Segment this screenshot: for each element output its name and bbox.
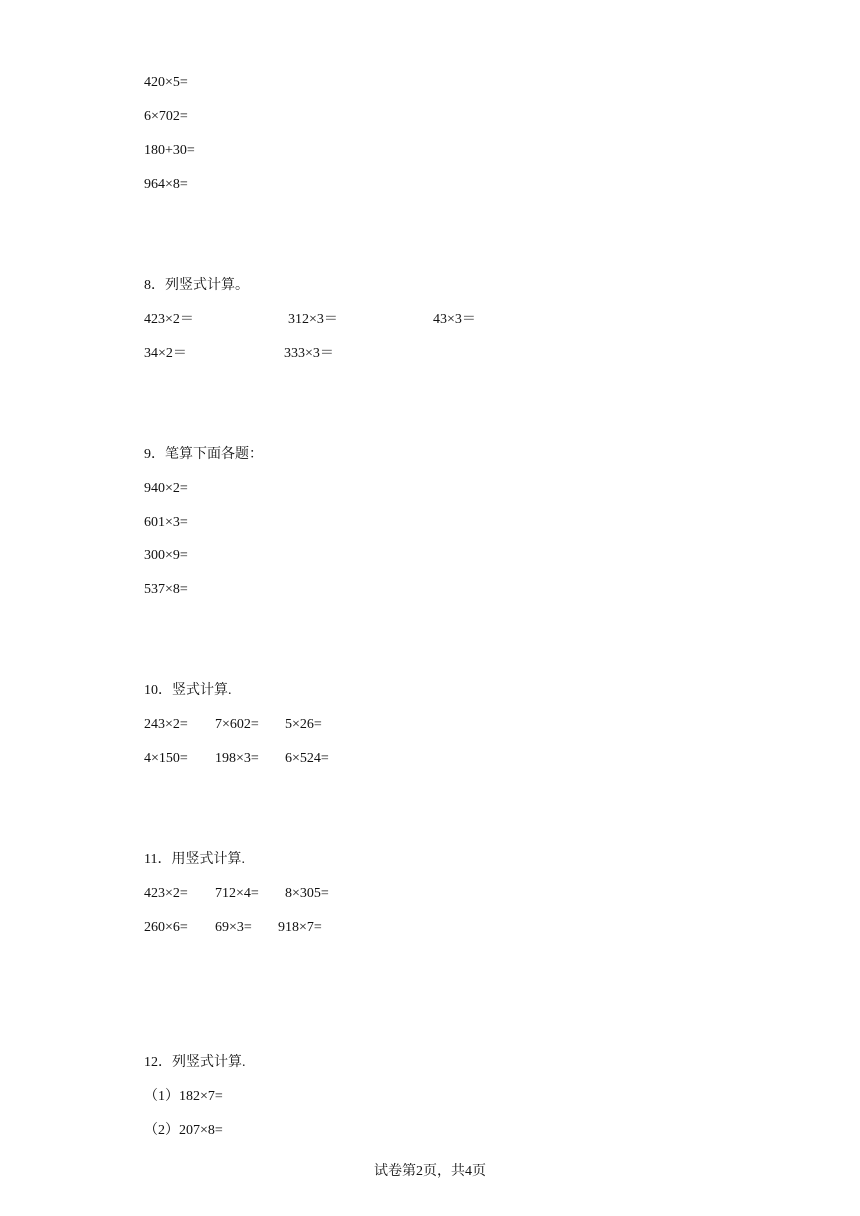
expr-line: 300×9= bbox=[144, 548, 188, 563]
expr-item: 6×524= bbox=[285, 751, 329, 766]
expr-line: 180+30= bbox=[144, 143, 195, 158]
expr-line: 537×8= bbox=[144, 582, 188, 597]
question-11-title: 11．用竖式计算. bbox=[144, 852, 245, 867]
expr-line: （1）182×7= bbox=[144, 1089, 223, 1104]
expr-item: 4×150= bbox=[144, 751, 188, 766]
expr-line: 420×5= bbox=[144, 75, 188, 90]
expr-line: （2）207×8= bbox=[144, 1123, 223, 1138]
expr-line: 940×2= bbox=[144, 481, 188, 496]
expr-item: 5×26= bbox=[285, 717, 322, 732]
expr-line: 6×702= bbox=[144, 109, 188, 124]
expr-item: 7×602= bbox=[215, 717, 259, 732]
question-10-title: 10．竖式计算. bbox=[144, 683, 232, 698]
expr-item: 712×4= bbox=[215, 886, 259, 901]
expr-item: 8×305= bbox=[285, 886, 329, 901]
question-12-title: 12．列竖式计算. bbox=[144, 1055, 246, 1070]
expr-item: 69×3= bbox=[215, 920, 252, 935]
expr-item: 333×3＝ bbox=[284, 346, 334, 361]
expr-item: 918×7= bbox=[278, 920, 322, 935]
expr-line: 601×3= bbox=[144, 515, 188, 530]
expr-item: 423×2= bbox=[144, 886, 188, 901]
page-footer: 试卷第2页，共4页 bbox=[374, 1164, 486, 1179]
expr-item: 198×3= bbox=[215, 751, 259, 766]
expr-item: 34×2＝ bbox=[144, 346, 187, 361]
expr-item: 260×6= bbox=[144, 920, 188, 935]
expr-item: 312×3＝ bbox=[288, 312, 338, 327]
question-8-title: 8．列竖式计算。 bbox=[144, 278, 249, 293]
expr-item: 43×3＝ bbox=[433, 312, 476, 327]
expr-item: 423×2＝ bbox=[144, 312, 194, 327]
question-9-title: 9．笔算下面各题： bbox=[144, 447, 263, 462]
expr-line: 964×8= bbox=[144, 177, 188, 192]
expr-item: 243×2= bbox=[144, 717, 188, 732]
